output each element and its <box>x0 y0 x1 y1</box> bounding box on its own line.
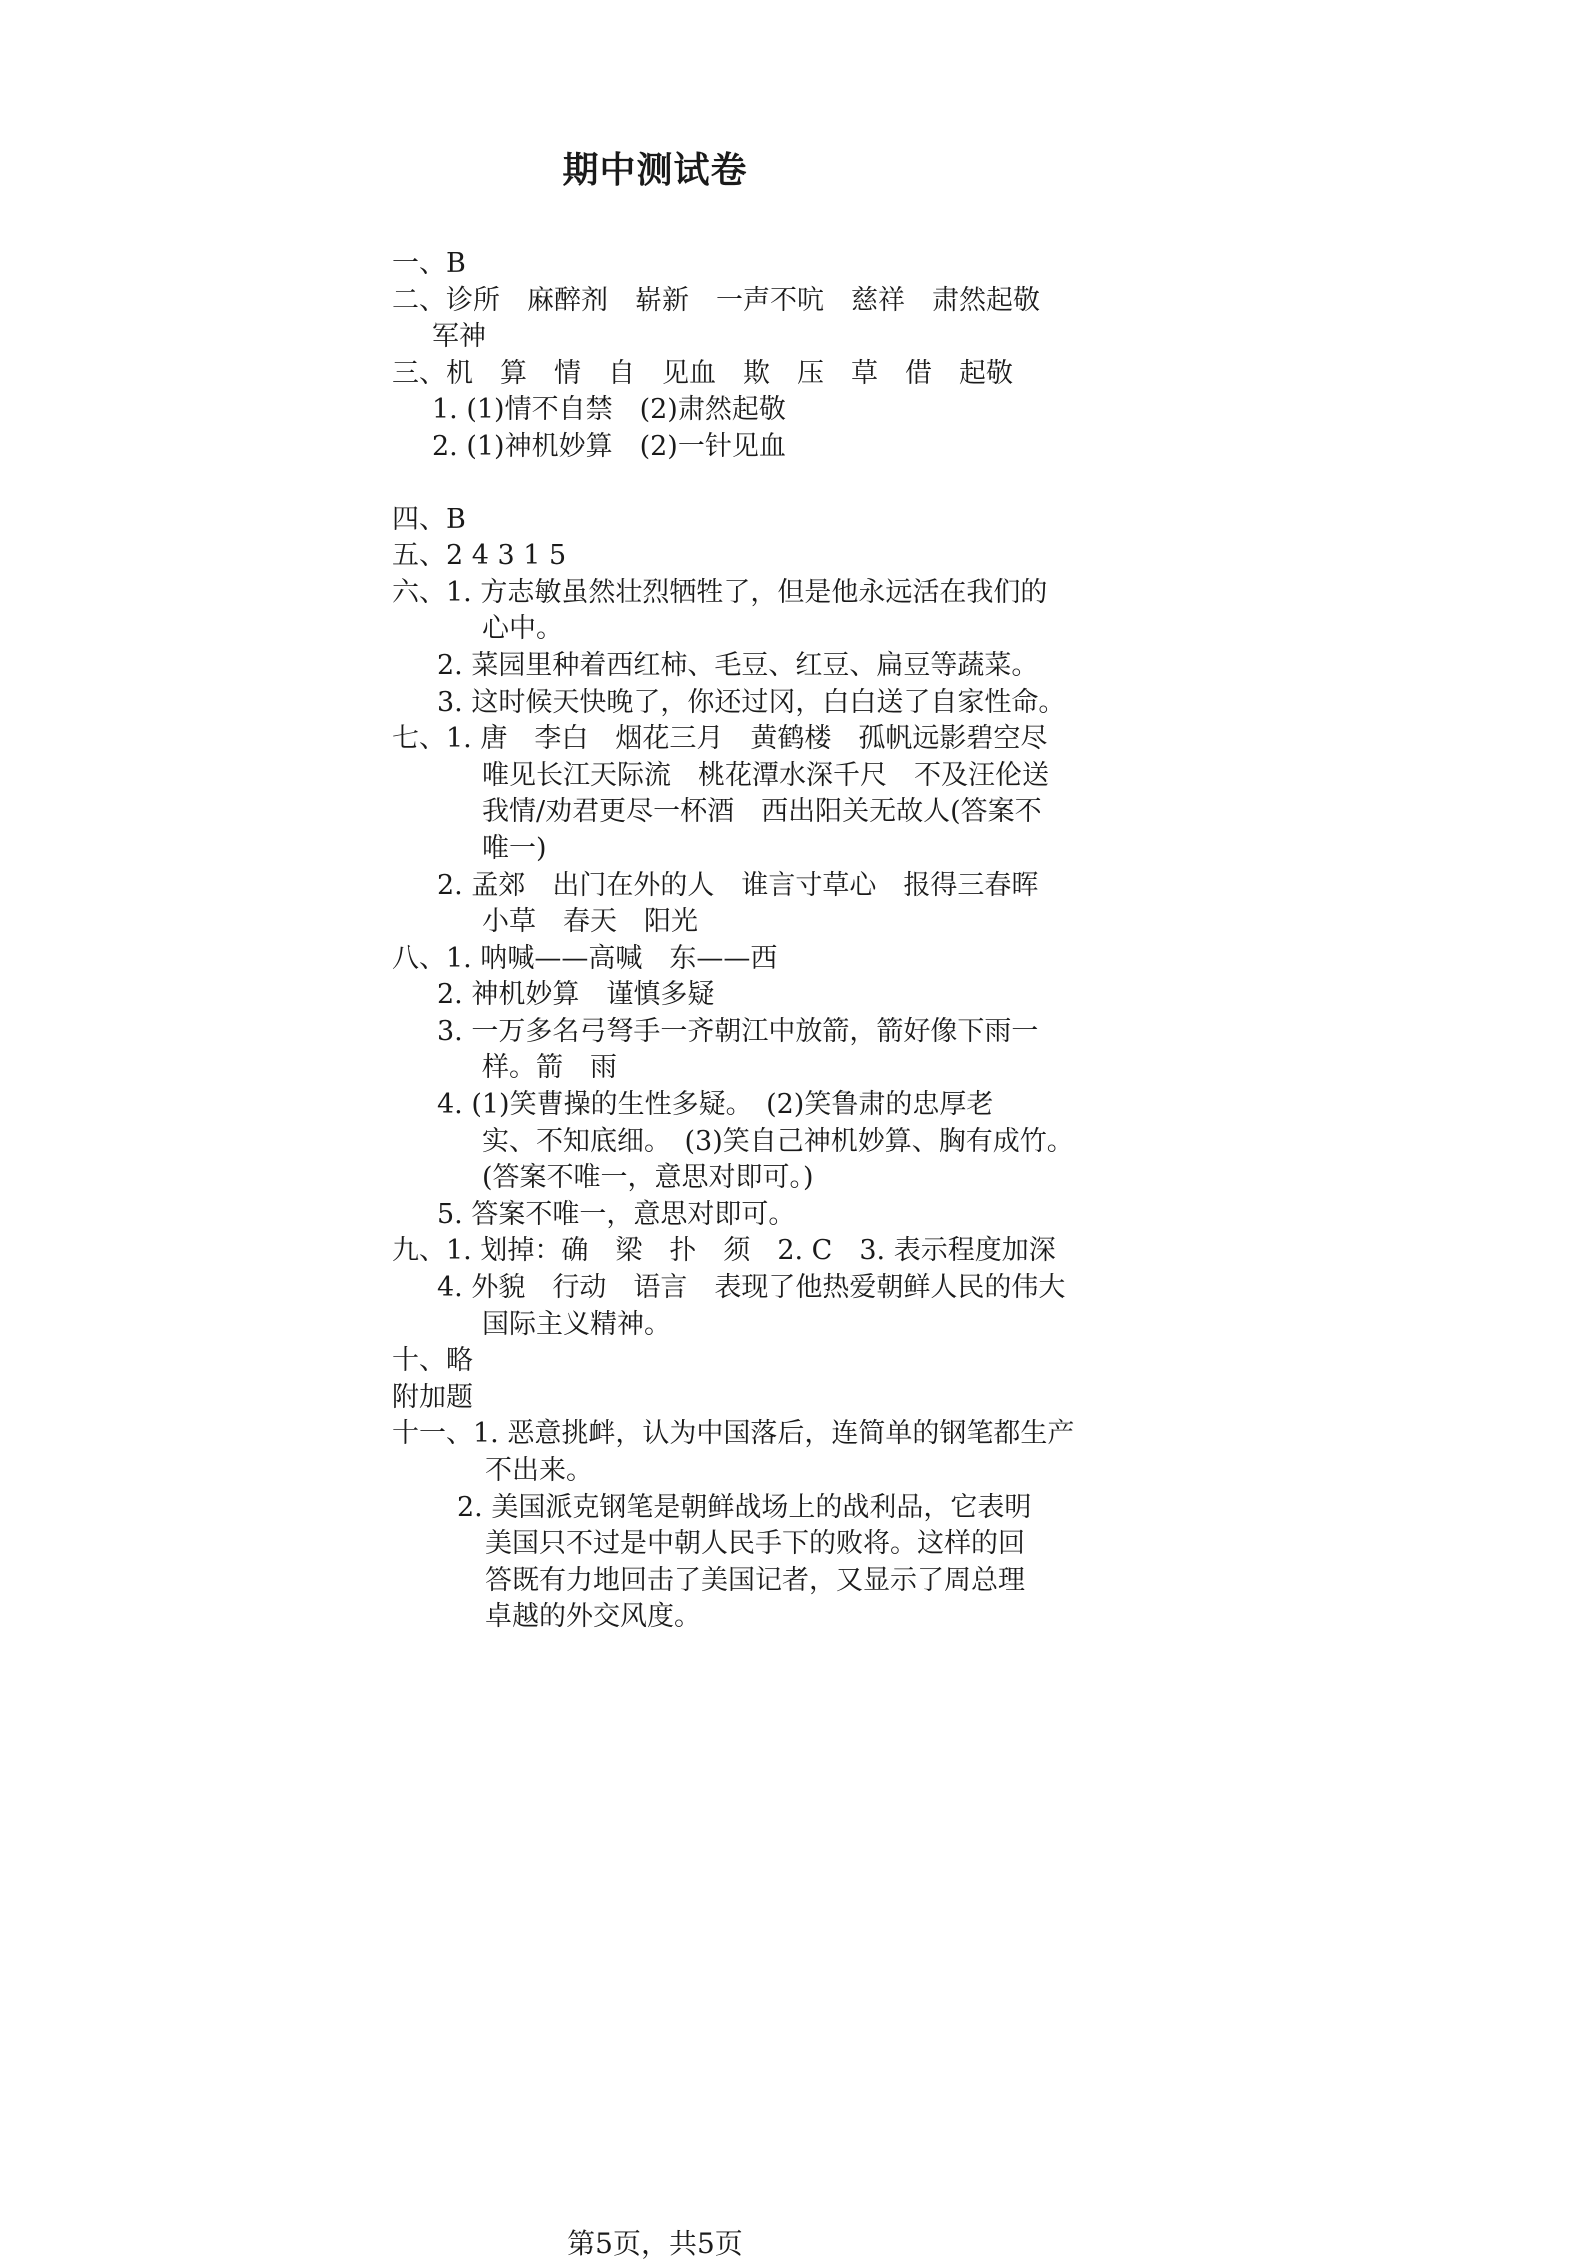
answer-line: 2. 菜园里种着西红柿、毛豆、红豆、扁豆等蔬菜。 <box>437 649 1039 681</box>
answer-key <box>392 246 1092 1636</box>
answer-line: (答案不唯一，意思对即可。) <box>482 1162 814 1194</box>
answer-line: 小草 春天 阳光 <box>482 906 698 938</box>
answer-line: 3. 这时候天快晚了，你还过冈，白白送了自家性命。 <box>437 686 1066 718</box>
answer-line: 国际主义精神。 <box>482 1308 671 1340</box>
answer-line: 五、2 4 3 1 5 <box>392 540 567 572</box>
answer-line: 六、1. 方志敏虽然壮烈牺牲了，但是他永远活在我们的 <box>392 576 1048 608</box>
answer-line: 4. 外貌 行动 语言 表现了他热爱朝鲜人民的伟大 <box>437 1272 1066 1304</box>
answer-line: 八、1. 呐喊——高喊 东——西 <box>392 942 778 974</box>
answer-line: 我情/劝君更尽一杯酒 西出阳关无故人(答案不 <box>482 796 1042 828</box>
page-number: 第5页，共5页 <box>567 2227 743 2260</box>
answer-line: 唯见长江天际流 桃花潭水深千尺 不及汪伦送 <box>482 759 1049 791</box>
answer-line: 一、B <box>392 248 466 279</box>
answer-line: 答既有力地回击了美国记者，又显示了周总理 <box>485 1564 1025 1596</box>
answer-line: 美国只不过是中朝人民手下的败将。这样的回 <box>485 1528 1025 1560</box>
answer-line: 七、1. 唐 李白 烟花三月 黄鹤楼 孤帆远影碧空尽 <box>392 723 1048 755</box>
answer-line: 附加题 <box>392 1381 473 1413</box>
answer-line: 实、不知底细。 (3)笑自己神机妙算、胸有成竹。 <box>482 1125 1074 1157</box>
answer-line: 四、B <box>392 503 466 535</box>
page-title: 期中测试卷 <box>562 149 748 191</box>
answer-line: 卓越的外交风度。 <box>485 1601 701 1633</box>
answer-line: 2. (1)神机妙算 (2)一针见血 <box>432 430 786 462</box>
answer-line: 4. (1)笑曹操的生性多疑。 (2)笑鲁肃的忠厚老 <box>437 1089 994 1121</box>
answer-line: 2. 孟郊 出门在外的人 谁言寸草心 报得三春晖 <box>437 869 1039 901</box>
answer-line: 十、略 <box>392 1345 473 1377</box>
answer-line: 九、1. 划掉：确 梁 扑 须 2. C 3. 表示程度加深 <box>392 1235 1056 1267</box>
answer-line: 唯一) <box>482 832 547 864</box>
answer-line: 十一、1. 恶意挑衅，认为中国落后，连简单的钢笔都生产 <box>392 1418 1075 1450</box>
answer-line: 3. 一万多名弓弩手一齐朝江中放箭，箭好像下雨一 <box>437 1015 1039 1047</box>
answer-line: 样。箭 雨 <box>482 1052 617 1084</box>
answer-line: 军神 <box>432 321 486 353</box>
answer-line: 三、机 算 情 自 见血 欺 压 草 借 起敬 <box>392 357 1013 389</box>
answer-line: 二、诊所 麻醉剂 崭新 一声不吭 慈祥 肃然起敬 <box>392 284 1040 316</box>
answer-line: 不出来。 <box>485 1455 593 1486</box>
answer-line: 1. (1)情不自禁 (2)肃然起敬 <box>432 394 786 426</box>
answer-line: 5. 答案不唯一，意思对即可。 <box>437 1198 796 1230</box>
answer-line: 心中。 <box>482 613 563 645</box>
answer-line: 2. 美国派克钢笔是朝鲜战场上的战利品，它表明 <box>457 1491 1032 1523</box>
spacer <box>392 466 1092 502</box>
answer-line: 2. 神机妙算 谨慎多疑 <box>437 979 715 1011</box>
